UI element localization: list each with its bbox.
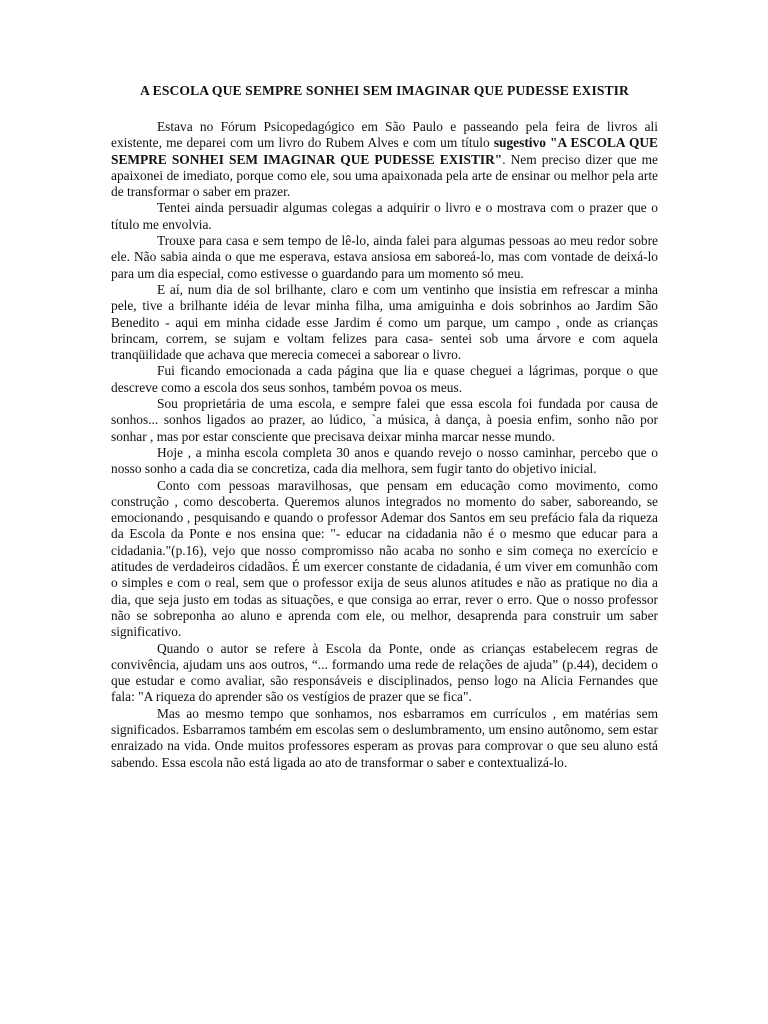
paragraph-8: Conto com pessoas maravilhosas, que pensam em educação como movimento, como construção , como descoberta. Queremos alunos integrados no momento do saber, saboreando, se emocionando , pesquisando e quando o professor Ademar dos Santos em seu prefácio fala da riqueza da Escola da Ponte e nos ensina que: "- educar na cidadania não é o mesmo que educar para a cidadania."(p.16), vejo que nosso compromisso não acaba no sonho e sim começa no exercício e atitudes de verdadeiros cidadãos. É um exercer constante de cidadania, é um viver em comunhão com o simples e com o real, sem que o professor exija de seus alunos atitudes e não as pratique no dia a dia, que seja justo em todas as situações, e que consiga ao errar, rever o erro. Que o nosso professor não se sobreponha ao aluno e aprenda com ele, ou melhor, desaprenda para construir um saber significativo.	[111, 477, 658, 640]
paragraph-9: Quando o autor se refere à Escola da Ponte, onde as crianças estabelecem regras de convivência, ajudam uns aos outros, “... formando uma rede de relações de ajuda” (p.44), decidem o que estudar e como avaliar, são responsáveis e disciplinados, penso logo na Alicia Fernandes que fala: "A riqueza do aprender são os vestígios de prazer que se fica".	[111, 640, 658, 705]
paragraph-1-bold-title: sugestivo "A ESCOLA QUE SEMPRE SONHEI SEM IMAGINAR QUE PUDESSE EXISTIR"	[111, 135, 658, 167]
paragraph-7: Hoje , a minha escola completa 30 anos e quando revejo o nosso caminhar, percebo que o nosso sonho a cada dia se concretiza, cada dia melhora, sem fugir tanto do objetivo inicial.	[111, 444, 658, 477]
document-title: A ESCOLA QUE SEMPRE SONHEI SEM IMAGINAR QUE PUDESSE EXISTIR	[140, 83, 629, 98]
paragraph-10: Mas ao mesmo tempo que sonhamos, nos esbarramos em currículos , em matérias sem significados. Esbarramos também em escolas sem o deslumbramento, um ensino autônomo, sem estar enraizado na vida. Onde muitos professores esperam as provas para comprovar o que seu aluno está sabendo. Essa escola não está ligada ao ato de transformar o saber e contextualizá-lo.	[111, 705, 658, 770]
paragraph-5: Fui ficando emocionada a cada página que lia e quase cheguei a lágrimas, porque o que descreve como a escola dos seus sonhos, também povoa os meus.	[111, 363, 658, 395]
paragraph-1-text-end: . Nem preciso dizer que me apaixonei de imediato, porque como ele, sou uma apaixonada pela arte de ensinar ou melhor pela arte de transformar o saber em prazer.	[111, 151, 659, 200]
paragraph-3: Trouxe para casa e sem tempo de lê-lo, ainda falei para algumas pessoas ao meu redor sobre ele. Não sabia ainda o que me esperava, estava ansiosa em saboreá-lo, mas com vontade de deixá-lo para um dia especial, como estivesse o guardando para um momento só meu.	[111, 233, 658, 281]
paragraph-1-text-start: Estava no Fórum Psicopedagógico em São Paulo e passeando pela feira de livros ali existente, me deparei com um livro do Rubem Alves e com um título	[111, 119, 658, 151]
paragraph-6: Sou proprietária de uma escola, e sempre falei que essa escola foi fundada por causa de sonhos... sonhos ligados ao prazer, ao lúdico, `a música, à dança, à poesia enfim, sonho não por sonhar , mas por estar consciente que precisava deixar minha marcar nesse mundo.	[111, 396, 658, 444]
paragraph-1	[111, 119, 658, 200]
paragraph-4: E aí, num dia de sol brilhante, claro e com um ventinho que insistia em refrescar a minha pele, tive a brilhante idéia de levar minha filha, uma amiguinha e dois sobrinhos ao Jardim São Benedito - aqui em minha cidade esse Jardim é como um parque, um campo , onde as crianças brincam, correm, se sujam e voltam felizes para casa- sentei sob uma árvore e com aquela tranqüilidade que achava que merecia comecei a saborear o livro.	[111, 281, 658, 363]
paragraph-2: Tentei ainda persuadir algumas colegas a adquirir o livro e o mostrava com o prazer que o título me envolvia.	[111, 200, 658, 232]
